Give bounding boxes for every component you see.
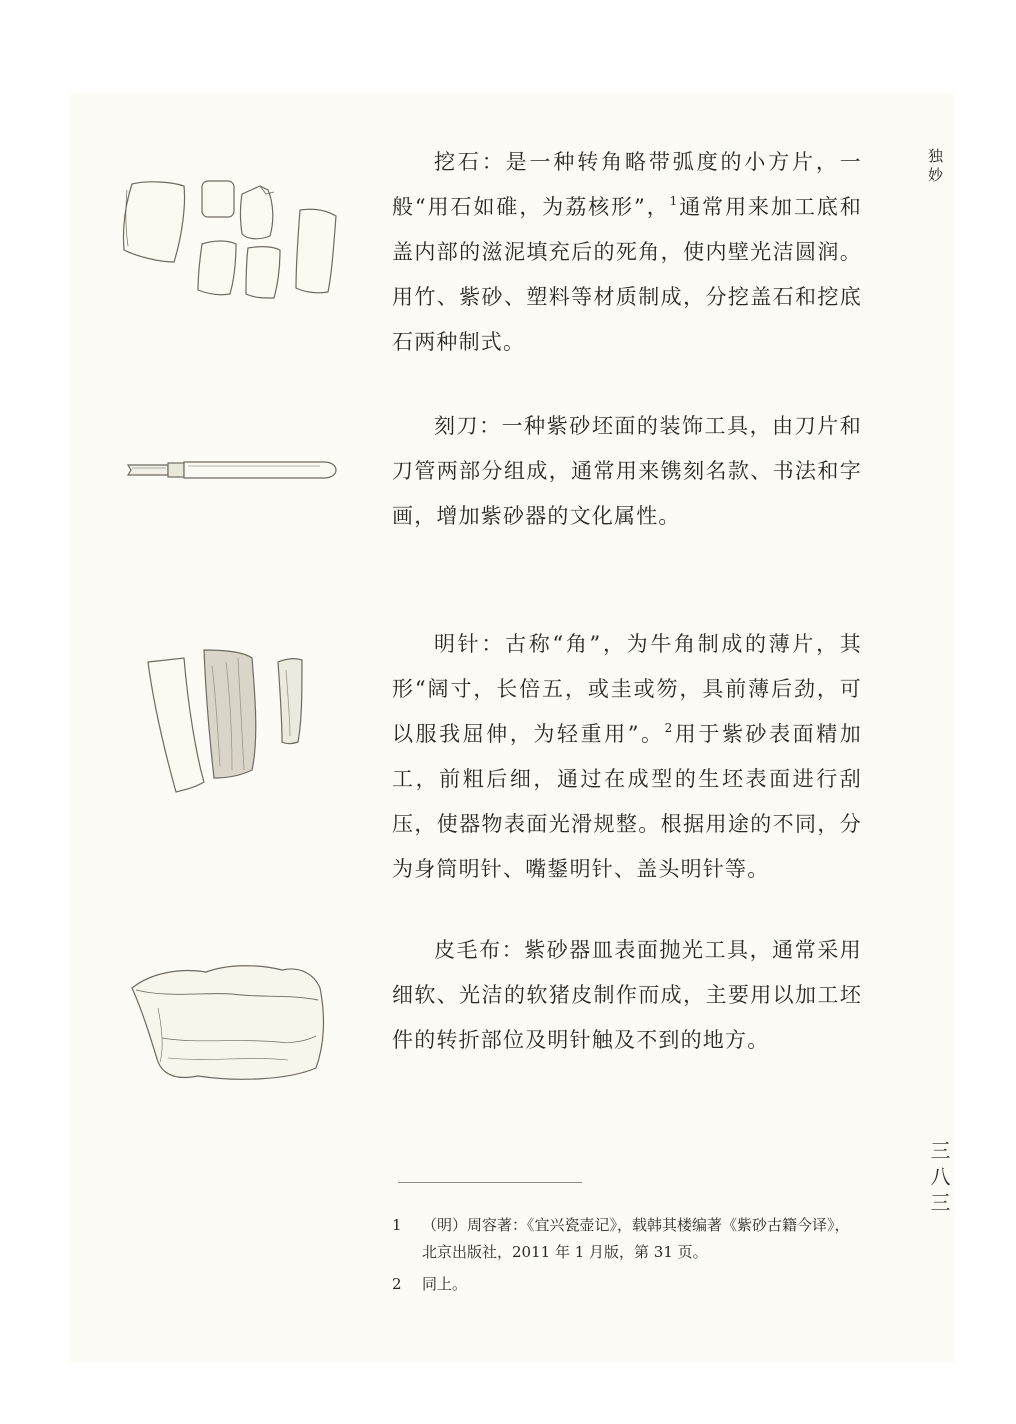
entry-term: 刻刀 xyxy=(434,414,480,438)
footnote-text: 同上。 xyxy=(422,1275,468,1293)
entry-washi xyxy=(392,140,862,365)
entry-text: 是一种转角略带弧度的小方片，一般“用石如碓，为荔核形”， xyxy=(392,150,863,219)
footnote-number: 2 xyxy=(392,1275,402,1293)
entry-text: 紫砂器皿表面抛光工具，通常采用细软、光洁的软猪皮制作而成，主要用以加工坯件的转折部位及明针触及不到的地方。 xyxy=(392,938,862,1052)
entry-mingzhen xyxy=(392,622,862,892)
entry-separator: ： xyxy=(501,938,525,962)
footnote-marker: 2 xyxy=(664,721,674,735)
footnote-text: （明）周容著：《宜兴瓷壶记》，载韩其楼编著《紫砂古籍今译》，北京出版社，2011 年 1 月版，第 31 页。 xyxy=(422,1216,850,1261)
entry-separator: ： xyxy=(481,150,506,174)
page-number: 三八三 xyxy=(927,1140,951,1218)
footnote-item xyxy=(392,1271,862,1298)
entry-kedao xyxy=(392,404,862,539)
entry-separator: ： xyxy=(479,414,502,438)
entry-text: 通常用来加工底和盖内部的滋泥填充后的死角，使内壁光洁圆润。用竹、紫砂、塑料等材质制成，分挖盖石和挖底石两种制式。 xyxy=(392,195,862,354)
entry-pimaobu xyxy=(392,928,862,1063)
footnote-number: 1 xyxy=(392,1216,402,1234)
entry-term: 皮毛布 xyxy=(434,938,502,962)
mingzhen-tools-illustration xyxy=(140,646,312,798)
footnote-divider xyxy=(398,1182,582,1183)
washi-tools-illustration xyxy=(118,176,344,302)
footnote-item xyxy=(392,1212,862,1266)
entry-text: 一种紫砂坯面的装饰工具，由刀片和刀管两部分组成，通常用来镌刻名款、书法和字画，增加紫砂器的文化属性。 xyxy=(392,414,862,528)
entry-text: 古称“角”，为牛角制成的薄片，其形“阔寸，长倍五，或圭或笏，具前薄后劲，可以服我屈伸，为轻重用”。 xyxy=(392,632,862,746)
entry-text: 用于紫砂表面精加工，前粗后细，通过在成型的生坯表面进行刮压，使器物表面光滑规整。根据用途的不同，分为身筒明针、嘴鋬明针、盖头明针等。 xyxy=(392,722,862,881)
entry-term: 挖石 xyxy=(434,150,482,174)
carving-knife-illustration xyxy=(124,456,338,484)
side-label: 独妙 xyxy=(926,148,944,186)
leather-cloth-illustration xyxy=(128,958,332,1090)
entry-separator: ： xyxy=(481,632,506,656)
entry-term: 明针 xyxy=(434,632,482,656)
footnotes xyxy=(392,1212,862,1303)
footnote-marker: 1 xyxy=(669,194,679,208)
